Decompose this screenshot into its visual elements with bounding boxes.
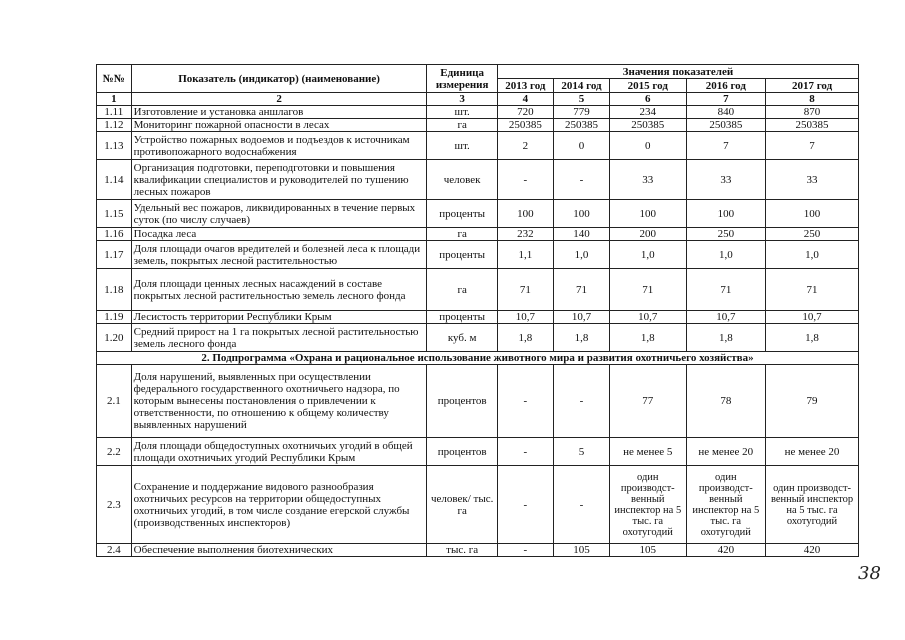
value-cell: -	[497, 544, 553, 557]
value-cell: 200	[610, 228, 687, 241]
value-cell: 250385	[766, 119, 859, 132]
table-row	[97, 160, 859, 200]
row-number: 1.18	[97, 269, 132, 311]
value-cell: 7	[766, 132, 859, 160]
value-cell: 100	[610, 200, 687, 228]
column-number: 6	[610, 93, 687, 106]
header-year: 2015 год	[610, 79, 687, 93]
value-cell: 250385	[553, 119, 609, 132]
value-cell: 2	[497, 132, 553, 160]
indicators-table	[96, 64, 859, 557]
value-cell: 33	[610, 160, 687, 200]
unit: процентов	[427, 365, 497, 438]
value-cell: -	[497, 466, 553, 544]
row-number: 1.20	[97, 324, 132, 352]
indicator-name: Организация подготовки, переподготовки и повышения квалификации специалистов и руководителей по тушению лесных пожаров	[131, 160, 427, 200]
value-cell: 10,7	[610, 311, 687, 324]
value-cell: -	[553, 466, 609, 544]
unit: тыс. га	[427, 544, 497, 557]
table-row	[97, 241, 859, 269]
indicator-name: Мониторинг пожарной опасности в лесах	[131, 119, 427, 132]
table-row	[97, 324, 859, 352]
value-cell: 10,7	[686, 311, 766, 324]
table-row	[97, 365, 859, 438]
value-cell: 250385	[610, 119, 687, 132]
column-number: 7	[686, 93, 766, 106]
value-cell: -	[553, 160, 609, 200]
value-cell: один производст-венный инспектор на 5 тыс. га охотугодий	[610, 466, 687, 544]
value-cell: 1,8	[610, 324, 687, 352]
unit: га	[427, 119, 497, 132]
row-number: 1.15	[97, 200, 132, 228]
table-row	[97, 228, 859, 241]
value-cell: 720	[497, 106, 553, 119]
unit: процентов	[427, 438, 497, 466]
column-number: 3	[427, 93, 497, 106]
value-cell: 1,0	[553, 241, 609, 269]
header-year: 2016 год	[686, 79, 766, 93]
value-cell: 5	[553, 438, 609, 466]
value-cell: 250385	[497, 119, 553, 132]
value-cell: 10,7	[766, 311, 859, 324]
header-unit: Единица измерения	[427, 65, 497, 93]
value-cell: 232	[497, 228, 553, 241]
table-row	[97, 132, 859, 160]
row-number: 2.2	[97, 438, 132, 466]
value-cell: 1,1	[497, 241, 553, 269]
value-cell: 840	[686, 106, 766, 119]
section-2-title: 2. Подпрограмма «Охрана и рациональное использование животного мира и развития охотничьего хозяйства»	[97, 352, 859, 365]
row-number: 1.14	[97, 160, 132, 200]
value-cell: один производст-венный инспектор на 5 тыс. га охотугодий	[766, 466, 859, 544]
unit: шт.	[427, 132, 497, 160]
column-number: 2	[131, 93, 427, 106]
unit: га	[427, 269, 497, 311]
value-cell: 1,0	[610, 241, 687, 269]
table-row	[97, 544, 859, 557]
value-cell: 1,8	[553, 324, 609, 352]
indicator-name: Лесистость территории Республики Крым	[131, 311, 427, 324]
value-cell: 779	[553, 106, 609, 119]
unit: проценты	[427, 311, 497, 324]
header-year: 2014 год	[553, 79, 609, 93]
indicator-name: Доля площади общедоступных охотничьих угодий в общей площади охотничьих угодий Республики Крым	[131, 438, 427, 466]
column-number: 1	[97, 93, 132, 106]
value-cell: 420	[766, 544, 859, 557]
value-cell: 140	[553, 228, 609, 241]
value-cell: 0	[553, 132, 609, 160]
value-cell: 71	[610, 269, 687, 311]
row-number: 1.13	[97, 132, 132, 160]
unit: человек	[427, 160, 497, 200]
row-number: 1.19	[97, 311, 132, 324]
unit: шт.	[427, 106, 497, 119]
value-cell: 71	[497, 269, 553, 311]
value-cell: 7	[686, 132, 766, 160]
table-row	[97, 269, 859, 311]
value-cell: 250	[686, 228, 766, 241]
value-cell: не менее 5	[610, 438, 687, 466]
value-cell: 870	[766, 106, 859, 119]
value-cell: -	[553, 365, 609, 438]
indicator-name: Доля площади очагов вредителей и болезней леса к площади земель, покрытых лесной растительностью	[131, 241, 427, 269]
value-cell: 250	[766, 228, 859, 241]
value-cell: не менее 20	[766, 438, 859, 466]
value-cell: -	[497, 160, 553, 200]
value-cell: 79	[766, 365, 859, 438]
value-cell: 1,0	[766, 241, 859, 269]
value-cell: 100	[686, 200, 766, 228]
value-cell: 100	[766, 200, 859, 228]
indicator-name: Обеспечение выполнения биотехнических	[131, 544, 427, 557]
indicator-name: Устройство пожарных водоемов и подъездов к источникам противопожарного водоснабжения	[131, 132, 427, 160]
value-cell: 1,8	[497, 324, 553, 352]
value-cell: не менее 20	[686, 438, 766, 466]
value-cell: 71	[686, 269, 766, 311]
value-cell: -	[497, 365, 553, 438]
table-row	[97, 466, 859, 544]
value-cell: 250385	[686, 119, 766, 132]
value-cell: 100	[497, 200, 553, 228]
value-cell: 100	[553, 200, 609, 228]
indicator-name: Сохранение и поддержание видового разнообразия охотничьих ресурсов на территории общедоступных охотничьих угодий, в том числе создание егерской службы (производственных инспекторов)	[131, 466, 427, 544]
header-year: 2017 год	[766, 79, 859, 93]
table-row	[97, 119, 859, 132]
indicator-name: Доля площади ценных лесных насаждений в составе покрытых лесной растительностью земель лесного фонда	[131, 269, 427, 311]
value-cell: 1,8	[686, 324, 766, 352]
indicator-name: Средний прирост на 1 га покрытых лесной растительностью земель лесного фонда	[131, 324, 427, 352]
row-number: 1.11	[97, 106, 132, 119]
value-cell: 71	[766, 269, 859, 311]
header-year: 2013 год	[497, 79, 553, 93]
value-cell: 420	[686, 544, 766, 557]
column-number-row	[97, 93, 859, 106]
value-cell: 10,7	[497, 311, 553, 324]
value-cell: 78	[686, 365, 766, 438]
column-number: 8	[766, 93, 859, 106]
value-cell: 71	[553, 269, 609, 311]
row-number: 1.12	[97, 119, 132, 132]
value-cell: 105	[610, 544, 687, 557]
header-values: Значения показателей	[497, 65, 858, 79]
value-cell: 77	[610, 365, 687, 438]
value-cell: 0	[610, 132, 687, 160]
indicator-name: Изготовление и установка аншлагов	[131, 106, 427, 119]
page-number: 38	[858, 563, 881, 584]
value-cell: 105	[553, 544, 609, 557]
row-number: 2.3	[97, 466, 132, 544]
header-indicator: Показатель (индикатор) (наименование)	[131, 65, 427, 93]
value-cell: 1,0	[686, 241, 766, 269]
table-row	[97, 311, 859, 324]
value-cell: 33	[686, 160, 766, 200]
table-row	[97, 438, 859, 466]
header-num: №№	[97, 65, 132, 93]
column-number: 5	[553, 93, 609, 106]
table-row	[97, 200, 859, 228]
row-number: 2.4	[97, 544, 132, 557]
indicator-name: Удельный вес пожаров, ликвидированных в течение первых суток (по числу случаев)	[131, 200, 427, 228]
table-row	[97, 106, 859, 119]
value-cell: 33	[766, 160, 859, 200]
indicator-name: Посадка леса	[131, 228, 427, 241]
row-number: 1.17	[97, 241, 132, 269]
column-number: 4	[497, 93, 553, 106]
value-cell: один производст-венный инспектор на 5 тыс. га охотугодий	[686, 466, 766, 544]
value-cell: 234	[610, 106, 687, 119]
value-cell: -	[497, 438, 553, 466]
indicator-name: Доля нарушений, выявленных при осуществлении федерального государственного охотничьего надзора, по которым вынесены постановления о привлечении к ответственности, по отношению к общему количеству выявленных нарушений	[131, 365, 427, 438]
value-cell: 10,7	[553, 311, 609, 324]
row-number: 1.16	[97, 228, 132, 241]
unit: га	[427, 228, 497, 241]
unit: проценты	[427, 241, 497, 269]
unit: проценты	[427, 200, 497, 228]
value-cell: 1,8	[766, 324, 859, 352]
unit: человек/ тыс. га	[427, 466, 497, 544]
row-number: 2.1	[97, 365, 132, 438]
unit: куб. м	[427, 324, 497, 352]
